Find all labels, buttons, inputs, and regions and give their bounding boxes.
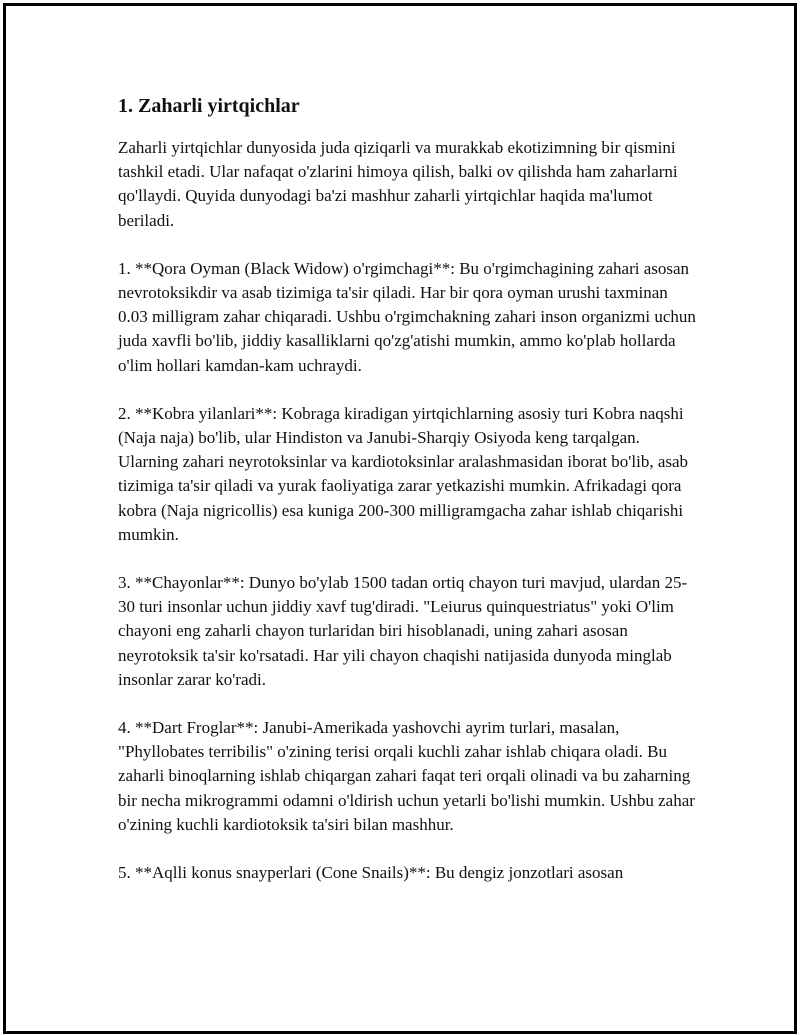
intro-paragraph: Zaharli yirtqichlar dunyosida juda qiziqarli va murakkab ekotizimning bir qismini tashkil etadi. Ular nafaqat o'zlarini himoya qilish, balki ov qilishda ham zaharlarni qo'llaydi. Quyida dunyodagi ba'zi mashhur zaharli yirtqichlar haqida ma'lumot beriladi. xyxy=(118,138,678,230)
paragraph-cobra: 2. **Kobra yilanlari**: Kobraga kiradigan yirtqichlarning asosiy turi Kobra naqshi (Naja naja) bo'lib, ular Hindiston va Janubi-Sharqiy Osiyoda keng tarqalgan. Ularning zahari neyrotoksinlar va kardiotoksinlar aralashmasidan iborat bo'lib, asab tizimiga ta'sir qiladi va yurak faoliyatiga zarar yetkazishi mumkin. Afrikadagi qora kobra (Naja nigricollis) esa kuniga 200-300 milligramgacha zahar ishlab chiqarishi mumkin. xyxy=(118,403,689,544)
paragraph-black-widow: 1. **Qora Oyman (Black Widow) o'rgimchagi**: Bu o'rgimchagining zahari asosan nevrotoksikdir va asab tizimiga ta'sir qiladi. Har bir qora oyman urushi taxminan 0.03 milligram zahar chiqaradi. Ushbu o'rgimchakning zahari inson organizmi uchun juda xavfli bo'lib, jiddiy kasalliklarni qo'zg'atishi mumkin, ammo ko'plab hollarda o'lim hollari kamdan-kam uchraydi. xyxy=(118,258,696,375)
section-heading: 1. Zaharli yirtqichlar xyxy=(118,95,300,117)
document-body xyxy=(118,92,698,909)
paragraph-scorpions: 3. **Chayonlar**: Dunyo bo'ylab 1500 tadan ortiq chayon turi mavjud, ulardan 25-30 turi insonlar uchun jiddiy xavf tug'diradi. "Leiurus quinquestriatus" yoki O'lim chayoni eng zaharli chayon turlaridan biri hisoblanadi, uning zahari asosan neyrotoksik ta'sir ko'rsatadi. Har yili chayon chaqishi natijasida dunyoda minglab insonlar zarar ko'radi. xyxy=(118,573,688,689)
paragraph-dart-frogs: 4. **Dart Froglar**: Janubi-Amerikada yashovchi ayrim turlari, masalan, "Phyllobates terribilis" o'zining terisi orqali kuchli zahar ishlab chiqara oladi. Bu zaharli binoqlarning ishlab chiqargan zahari faqat teri orqali olinadi va bu zaharning bir necha mikrogrammi odamni o'ldirish uchun yetarli bo'lishi mumkin. Ushbu zahar o'zining kuchli kardiotoksik ta'siri bilan mashhur. xyxy=(118,718,695,834)
paragraph-cone-snails: 5. **Aqlli konus snayperlari (Cone Snails)**: Bu dengiz jonzotlari asosan xyxy=(118,863,624,883)
